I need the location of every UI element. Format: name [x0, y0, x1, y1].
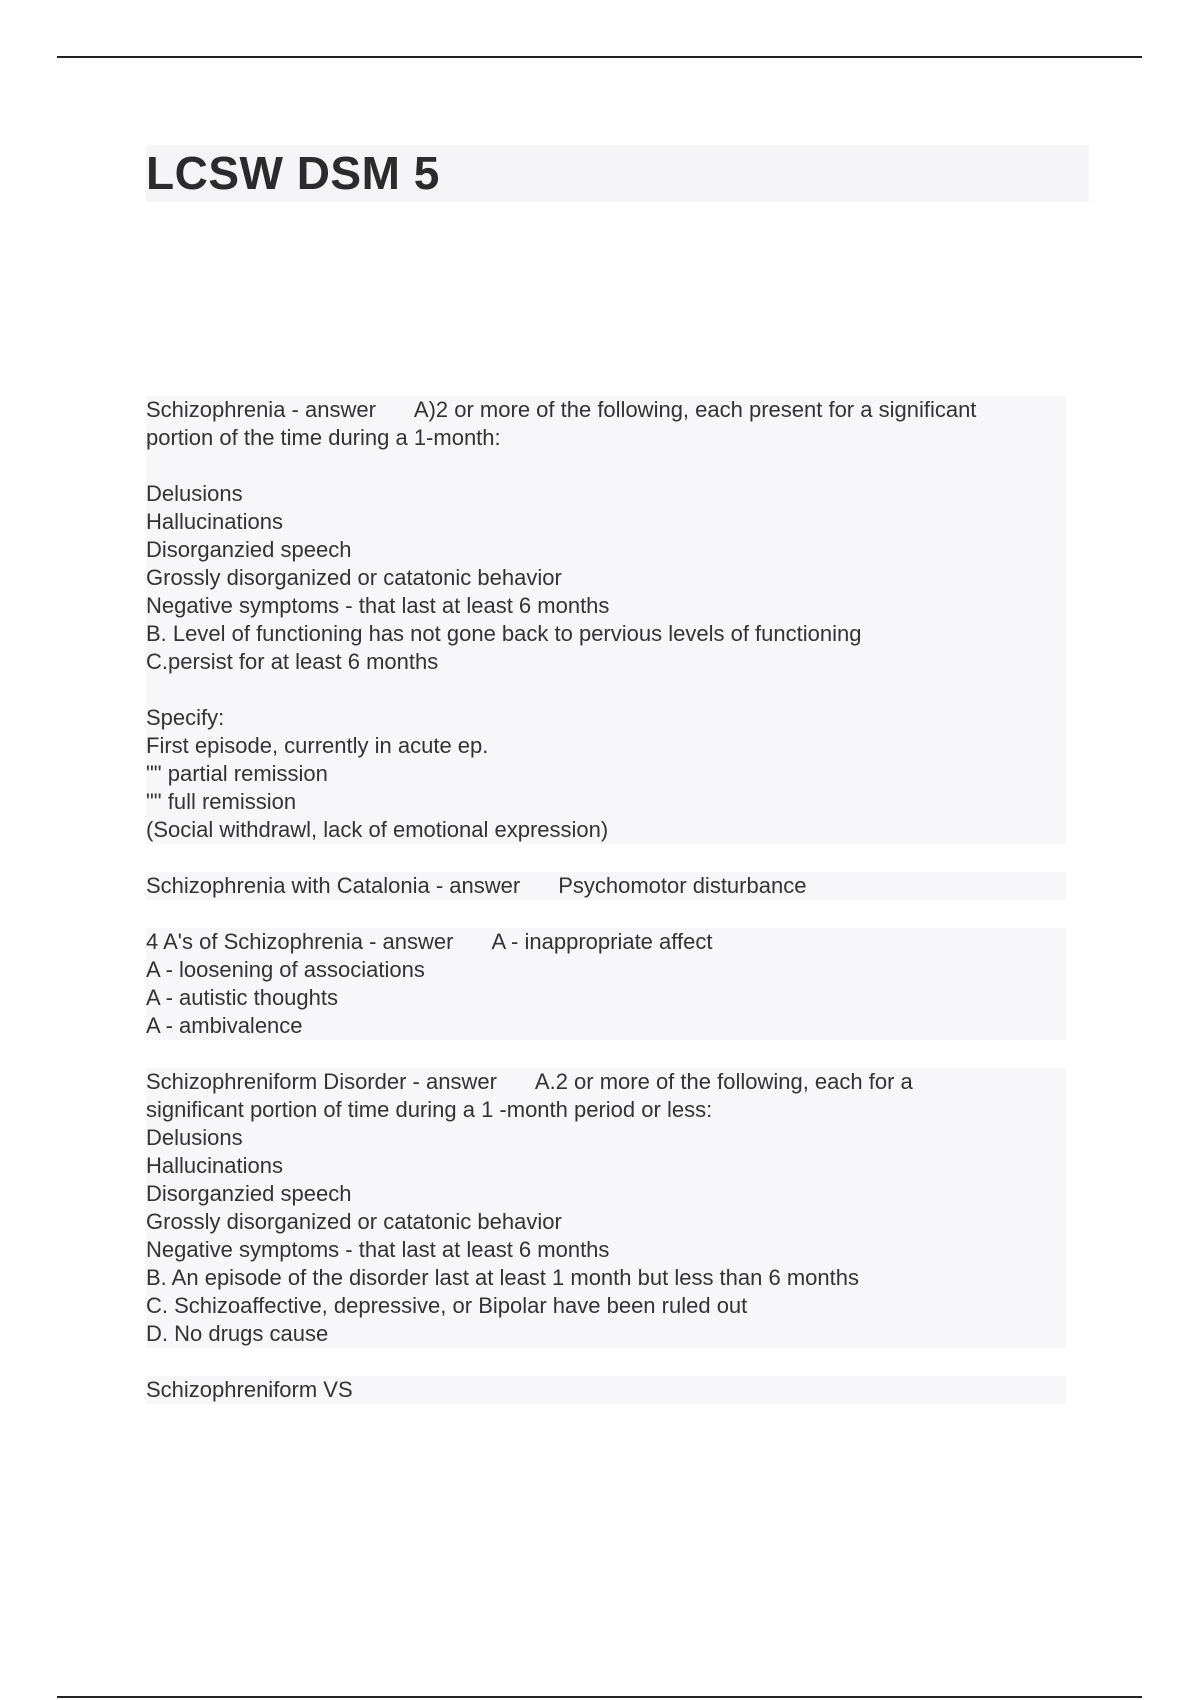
- answer-line: Grossly disorganized or catatonic behavior: [146, 1209, 562, 1234]
- answer-line: Disorganzied speech: [146, 537, 352, 562]
- header-rule: [57, 56, 1142, 58]
- flashcard-term: Schizophreniform Disorder - answer: [146, 1069, 497, 1094]
- answer-line: Disorganzied speech: [146, 1181, 352, 1206]
- answer-line: Negative symptoms - that last at least 6 months: [146, 1237, 610, 1262]
- flashcard-first-line: [146, 1068, 1066, 1096]
- flashcard-first-line: [146, 928, 1066, 956]
- answer-line: Delusions: [146, 481, 243, 506]
- flashcard-term: Schizophreniform VS: [146, 1377, 353, 1402]
- flashcard-answer: A - inappropriate affect: [491, 929, 713, 954]
- answer-line: D. No drugs cause: [146, 1321, 329, 1346]
- answer-line: B. An episode of the disorder last at least 1 month but less than 6 months: [146, 1265, 859, 1290]
- answer-line: Specify:: [146, 705, 225, 730]
- answer-line: Negative symptoms - that last at least 6 months: [146, 593, 610, 618]
- flashcard: [146, 396, 1066, 844]
- flashcard-answer: Psychomotor disturbance: [558, 873, 807, 898]
- answer-line: B. Level of functioning has not gone back to pervious levels of functioning: [146, 621, 862, 646]
- flashcard-first-line: [146, 396, 1066, 424]
- flashcard-first-line: [146, 1376, 1066, 1404]
- answer-line: Delusions: [146, 1125, 243, 1150]
- flashcard: [146, 928, 1066, 1040]
- answer-line: portion of the time during a 1-month:: [146, 425, 501, 450]
- answer-line: Grossly disorganized or catatonic behavior: [146, 565, 562, 590]
- answer-line: First episode, currently in acute ep.: [146, 733, 489, 758]
- flashcard: [146, 1376, 1066, 1404]
- flashcard-term: Schizophrenia with Catalonia - answer: [146, 873, 521, 898]
- answer-line: Hallucinations: [146, 509, 283, 534]
- answer-line: A - ambivalence: [146, 1013, 303, 1038]
- blank-line: [146, 452, 1066, 480]
- answer-line: A - autistic thoughts: [146, 985, 338, 1010]
- footer-rule: [57, 1696, 1142, 1698]
- flashcard-answer: A)2 or more of the following, each present for a significant: [413, 397, 977, 422]
- flashcard-term: Schizophrenia - answer: [146, 397, 376, 422]
- flashcard-term: 4 A's of Schizophrenia - answer: [146, 929, 454, 954]
- answer-line: significant portion of time during a 1 -month period or less:: [146, 1097, 713, 1122]
- flashcard-answer: A.2 or more of the following, each for a: [534, 1069, 913, 1094]
- answer-line: (Social withdrawl, lack of emotional expression): [146, 817, 609, 842]
- flashcard: [146, 1068, 1066, 1348]
- answer-line: A - loosening of associations: [146, 957, 425, 982]
- answer-line: C. Schizoaffective, depressive, or Bipolar have been ruled out: [146, 1293, 748, 1318]
- blank-line: [146, 676, 1066, 704]
- answer-line: Hallucinations: [146, 1153, 283, 1178]
- flashcard-list: [146, 396, 1066, 1432]
- document-title: LCSW DSM 5: [146, 147, 440, 199]
- answer-line: "" full remission: [146, 789, 297, 814]
- flashcard-first-line: [146, 872, 1066, 900]
- answer-line: "" partial remission: [146, 761, 328, 786]
- flashcard: [146, 872, 1066, 900]
- answer-line: C.persist for at least 6 months: [146, 649, 439, 674]
